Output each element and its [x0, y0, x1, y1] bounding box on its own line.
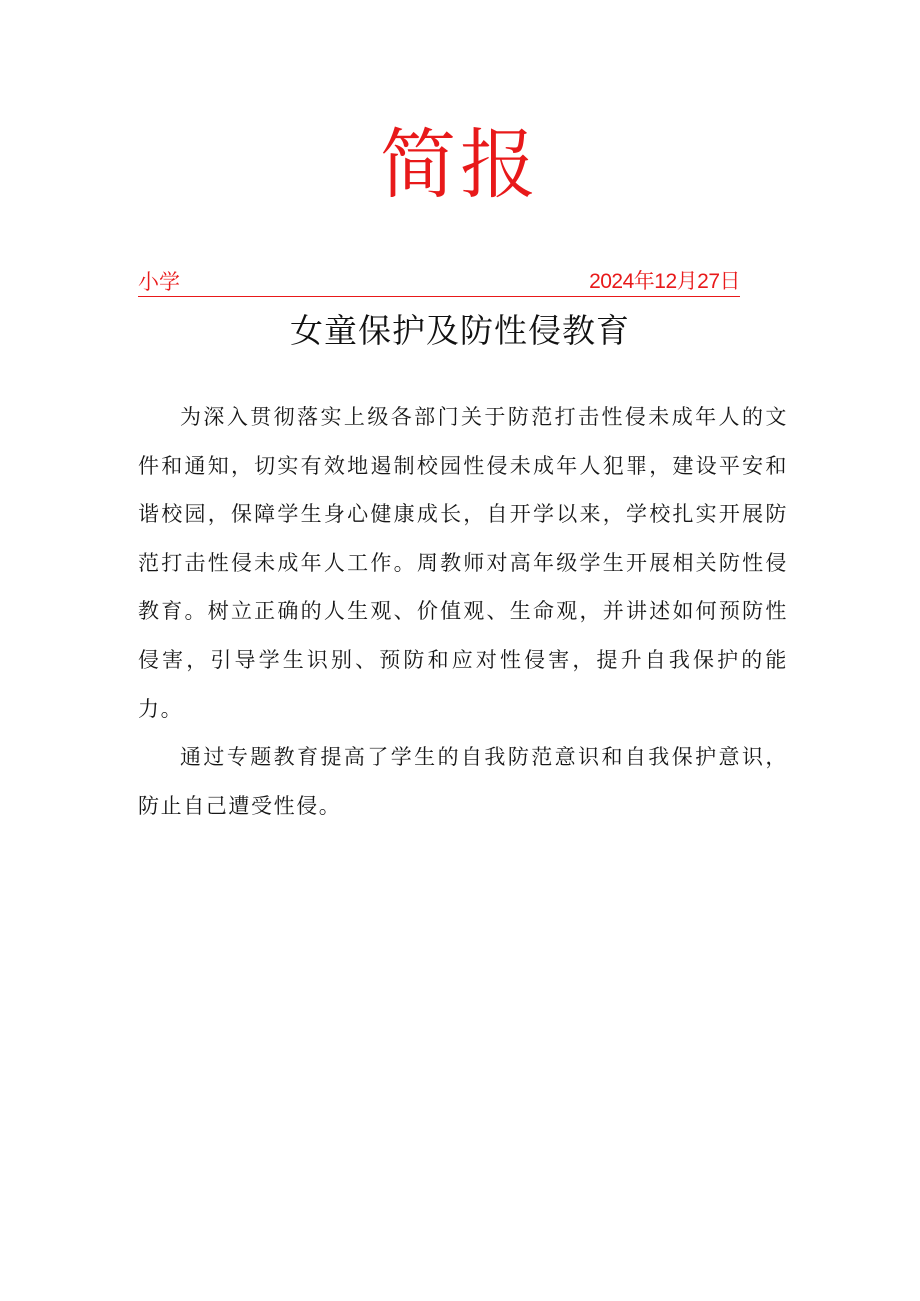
organization-name: 小学 — [138, 270, 180, 294]
masthead-title: 简报 — [380, 120, 540, 209]
article-title: 女童保护及防性侵教育 — [290, 311, 630, 350]
article-paragraph: 通过专题教育提高了学生的自我防范意识和自我保护意识，防止自己遭受性侵。 — [138, 745, 788, 818]
article-body — [138, 393, 788, 830]
issue-date: 2024年12月27日 — [589, 270, 740, 293]
article-paragraph: 为深入贯彻落实上级各部门关于防范打击性侵未成年人的文件和通知，切实有效地遏制校园性侵未成年人犯罪，建设平安和谐校园，保障学生身心健康成长，自开学以来，学校扎实开展防范打击性侵未成年人工作。周教师对高年级学生开展相关防性侵教育。树立正确的人生观、价值观、生命观，并讲述如何预防性侵害，引导学生识别、预防和应对性侵害，提升自我保护的能力。 — [138, 405, 788, 721]
bulletin-meta-row — [138, 268, 740, 297]
